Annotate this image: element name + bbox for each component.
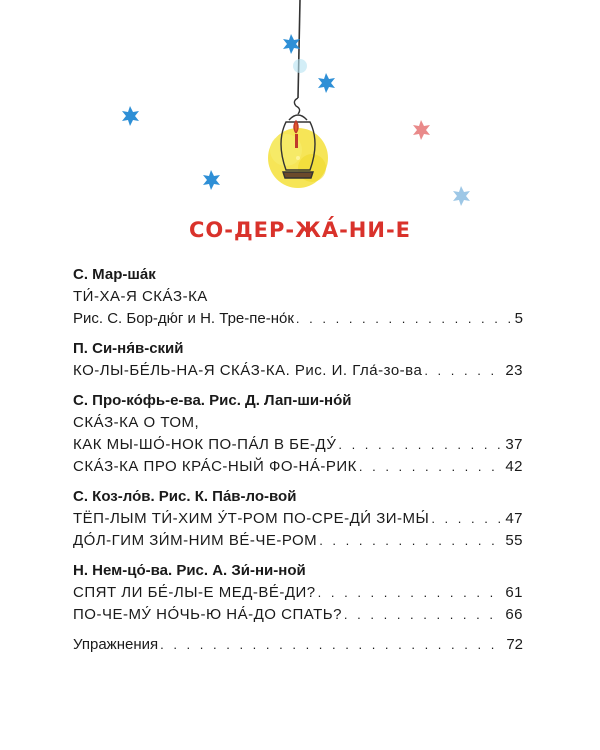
toc-entry-text: СПЯТ ЛИ БЕ́-ЛЫ-Е МЕД-ВЕ́-ДИ? <box>73 584 316 601</box>
toc-page-number: 72 <box>506 636 523 653</box>
toc-author: С. Коз-ло́в. Рис. К. Па́в-ло-вой <box>73 488 297 505</box>
toc-section <box>73 264 523 330</box>
toc-entry-text: Рис. С. Бор-дю́г и Н. Тре-пе-но́к <box>73 310 294 327</box>
star-icon <box>453 186 470 206</box>
toc-author: С. Мар-ша́к <box>73 266 156 283</box>
dot-leader <box>424 360 503 382</box>
dot-leader <box>338 434 503 456</box>
star-icon <box>283 34 300 54</box>
dot-leader <box>318 582 504 604</box>
toc-page-number: 66 <box>505 606 523 623</box>
lantern-wire <box>298 0 300 98</box>
toc-entry-text: Упражнения <box>73 636 159 653</box>
toc-entry-text: ПО-ЧЕ-МУ́ НО́ЧЬ-Ю НА́-ДО СПАТЬ? <box>73 606 342 623</box>
toc-section <box>73 634 523 656</box>
toc-entry-text: КАК МЫ-ШО́-НОК ПО-ПА́Л В БЕ-ДУ́ <box>73 436 337 453</box>
toc-entry <box>73 530 523 552</box>
toc-page-number: 23 <box>505 362 523 379</box>
dot-leader <box>344 604 503 626</box>
toc-page-number: 42 <box>505 458 523 475</box>
toc-author: Н. Нем-цо́-ва. Рис. А. Зи́-ни-ной <box>73 562 306 579</box>
toc-entry <box>73 508 523 530</box>
star-icon <box>413 120 430 140</box>
toc-story-title: ТИ́-ХА-Я СКА́З-КА <box>73 288 208 305</box>
dot-leader <box>319 530 503 552</box>
table-of-contents <box>73 264 523 664</box>
lantern-illustration <box>0 0 600 210</box>
dot-leader <box>431 508 503 530</box>
toc-entry-exercises <box>73 634 523 656</box>
toc-entry <box>73 604 523 626</box>
toc-story-title: СКА́З-КА О ТОМ, <box>73 414 200 431</box>
dot-leader <box>359 456 503 478</box>
toc-entry <box>73 582 523 604</box>
toc-author: С. Про-ко́фь-е-ва. Рис. Д. Лап-ши-но́й <box>73 392 352 409</box>
toc-entry-text: ДО́Л-ГИМ ЗИ́М-НИМ ВЕ́-ЧЕ-РОМ <box>73 532 318 549</box>
toc-entry-text: СКА́З-КА ПРО КРА́С-НЫЙ ФО-НА́-РИК <box>73 458 357 475</box>
toc-entry <box>73 308 523 330</box>
toc-page-number: 61 <box>505 584 523 601</box>
toc-page-number: 37 <box>505 436 523 453</box>
toc-page-number: 55 <box>505 532 523 549</box>
toc-section <box>73 390 523 478</box>
star-icon <box>122 106 139 126</box>
toc-entry-text: ТЁП-ЛЫМ ТИ́-ХИМ У́Т-РОМ ПО-СРЕ-ДИ́ ЗИ-МЫ́ <box>73 510 430 527</box>
star-icon <box>203 170 220 190</box>
toc-entry <box>73 456 523 478</box>
toc-entry <box>73 360 523 382</box>
toc-section <box>73 486 523 552</box>
toc-author: П. Си-ня́в-ский <box>73 340 184 357</box>
toc-section <box>73 560 523 626</box>
toc-entry <box>73 434 523 456</box>
dot-leader <box>160 634 504 656</box>
page-title: СО-ДЕР-ЖА́-НИ-Е <box>188 218 412 242</box>
toc-section <box>73 338 523 382</box>
dot-leader <box>296 308 513 330</box>
toc-entry-text: КО-ЛЫ-БЕ́ЛЬ-НА-Я СКА́З-КА. Рис. И. Гла́-зо-ва <box>73 362 423 379</box>
toc-page-number: 47 <box>505 510 523 527</box>
star-icon <box>318 73 335 93</box>
toc-page-number: 5 <box>514 310 523 327</box>
